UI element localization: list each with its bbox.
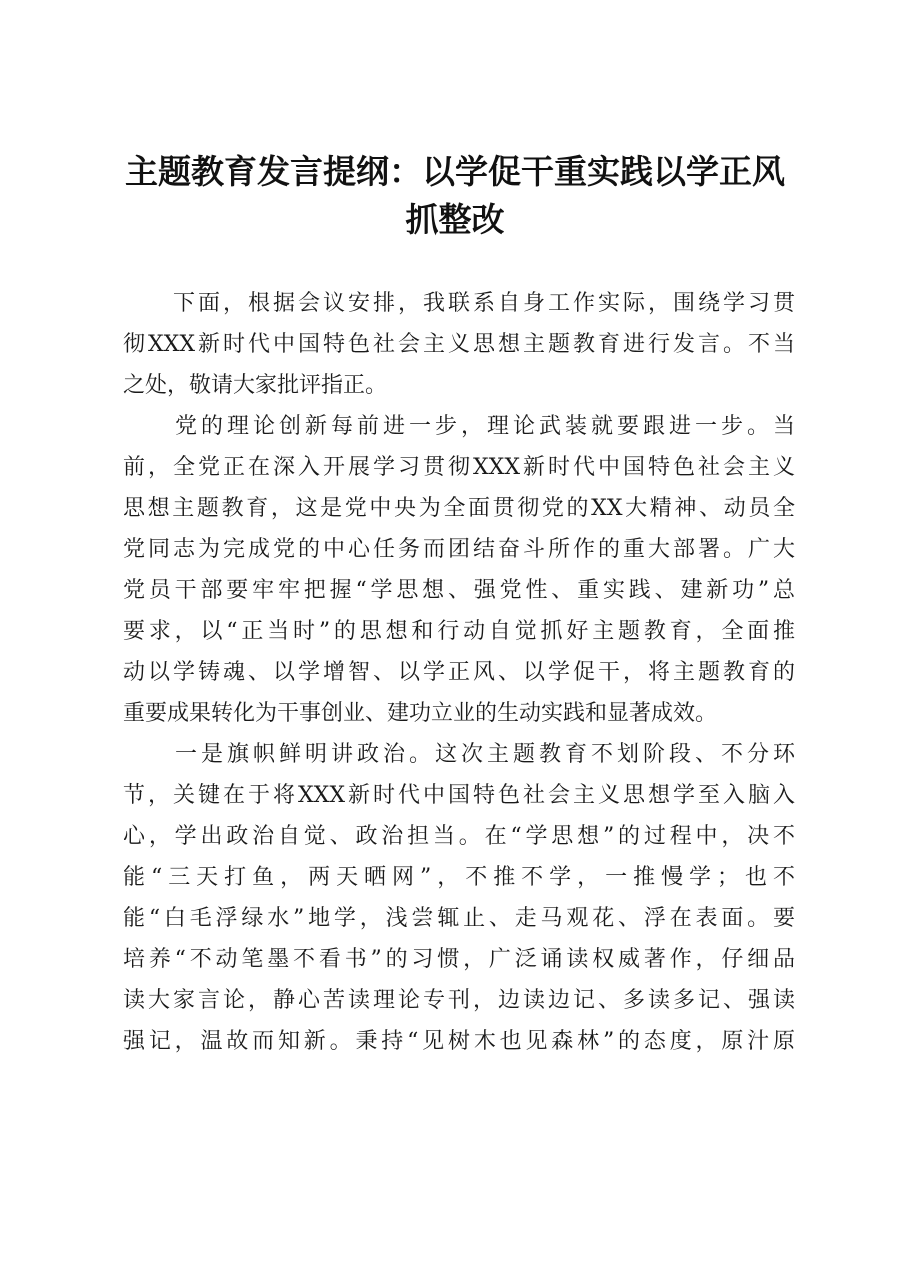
text-line: 能“三天打鱼，两天晒网”，不推不学，一推慢学；也不	[123, 865, 795, 890]
title-line-2: 抓整改	[405, 200, 505, 239]
text-line: 能“白毛浮绿水”地学，浅尝辄止、走马观花、浮在表面。要	[123, 906, 795, 931]
text-line: 要求，以“正当时”的思想和行动自觉抓好主题教育，全面推	[123, 619, 795, 644]
paragraph-2	[123, 406, 795, 734]
text-line: 前，全党正在深入开展学习贯彻XXX新时代中国特色社会主义	[123, 455, 795, 480]
text-line: 一是旗帜鲜明讲政治。这次主题教育不划阶段、不分环	[123, 742, 795, 767]
paragraph-1	[123, 283, 795, 406]
text-line: 党同志为完成党的中心任务而团结奋斗所作的重大部署。广大	[123, 537, 795, 562]
text-line: 彻XXX新时代中国特色社会主义思想主题教育进行发言。不当	[123, 332, 795, 357]
text-line: 重要成果转化为干事创业、建功立业的生动实践和显著成效。	[123, 701, 718, 726]
text-line: 思想主题教育，这是党中央为全面贯彻党的XX大精神、动员全	[123, 496, 795, 521]
text-line: 读大家言论，静心苦读理论专刊，边读边记、多读多记、强读	[123, 988, 795, 1013]
text-line: 强记，温故而知新。秉持“见树木也见森林”的态度，原汁原	[123, 1029, 795, 1054]
text-line: 节，关键在于将XXX新时代中国特色社会主义思想学至入脑入	[123, 783, 795, 808]
text-line: 培养“不动笔墨不看书”的习惯，广泛诵读权威著作，仔细品	[123, 947, 795, 972]
paragraph-3	[123, 734, 795, 1062]
text-line: 动以学铸魂、以学增智、以学正风、以学促干，将主题教育的	[123, 660, 795, 685]
text-line: 心，学出政治自觉、政治担当。在“学思想”的过程中，决不	[123, 824, 795, 849]
document-body	[123, 283, 795, 1062]
text-line: 下面，根据会议安排，我联系自身工作实际，围绕学习贯	[123, 291, 795, 316]
text-line: 党员干部要牢牢把握“学思想、强党性、重实践、建新功”总	[123, 578, 795, 603]
title-line-1: 主题教育发言提纲：以学促干重实践以学正风	[125, 152, 785, 191]
text-line: 党的理论创新每前进一步，理论武装就要跟进一步。当	[123, 414, 795, 439]
text-line: 之处，敬请大家批评指正。	[123, 373, 388, 398]
document-title	[112, 148, 798, 244]
